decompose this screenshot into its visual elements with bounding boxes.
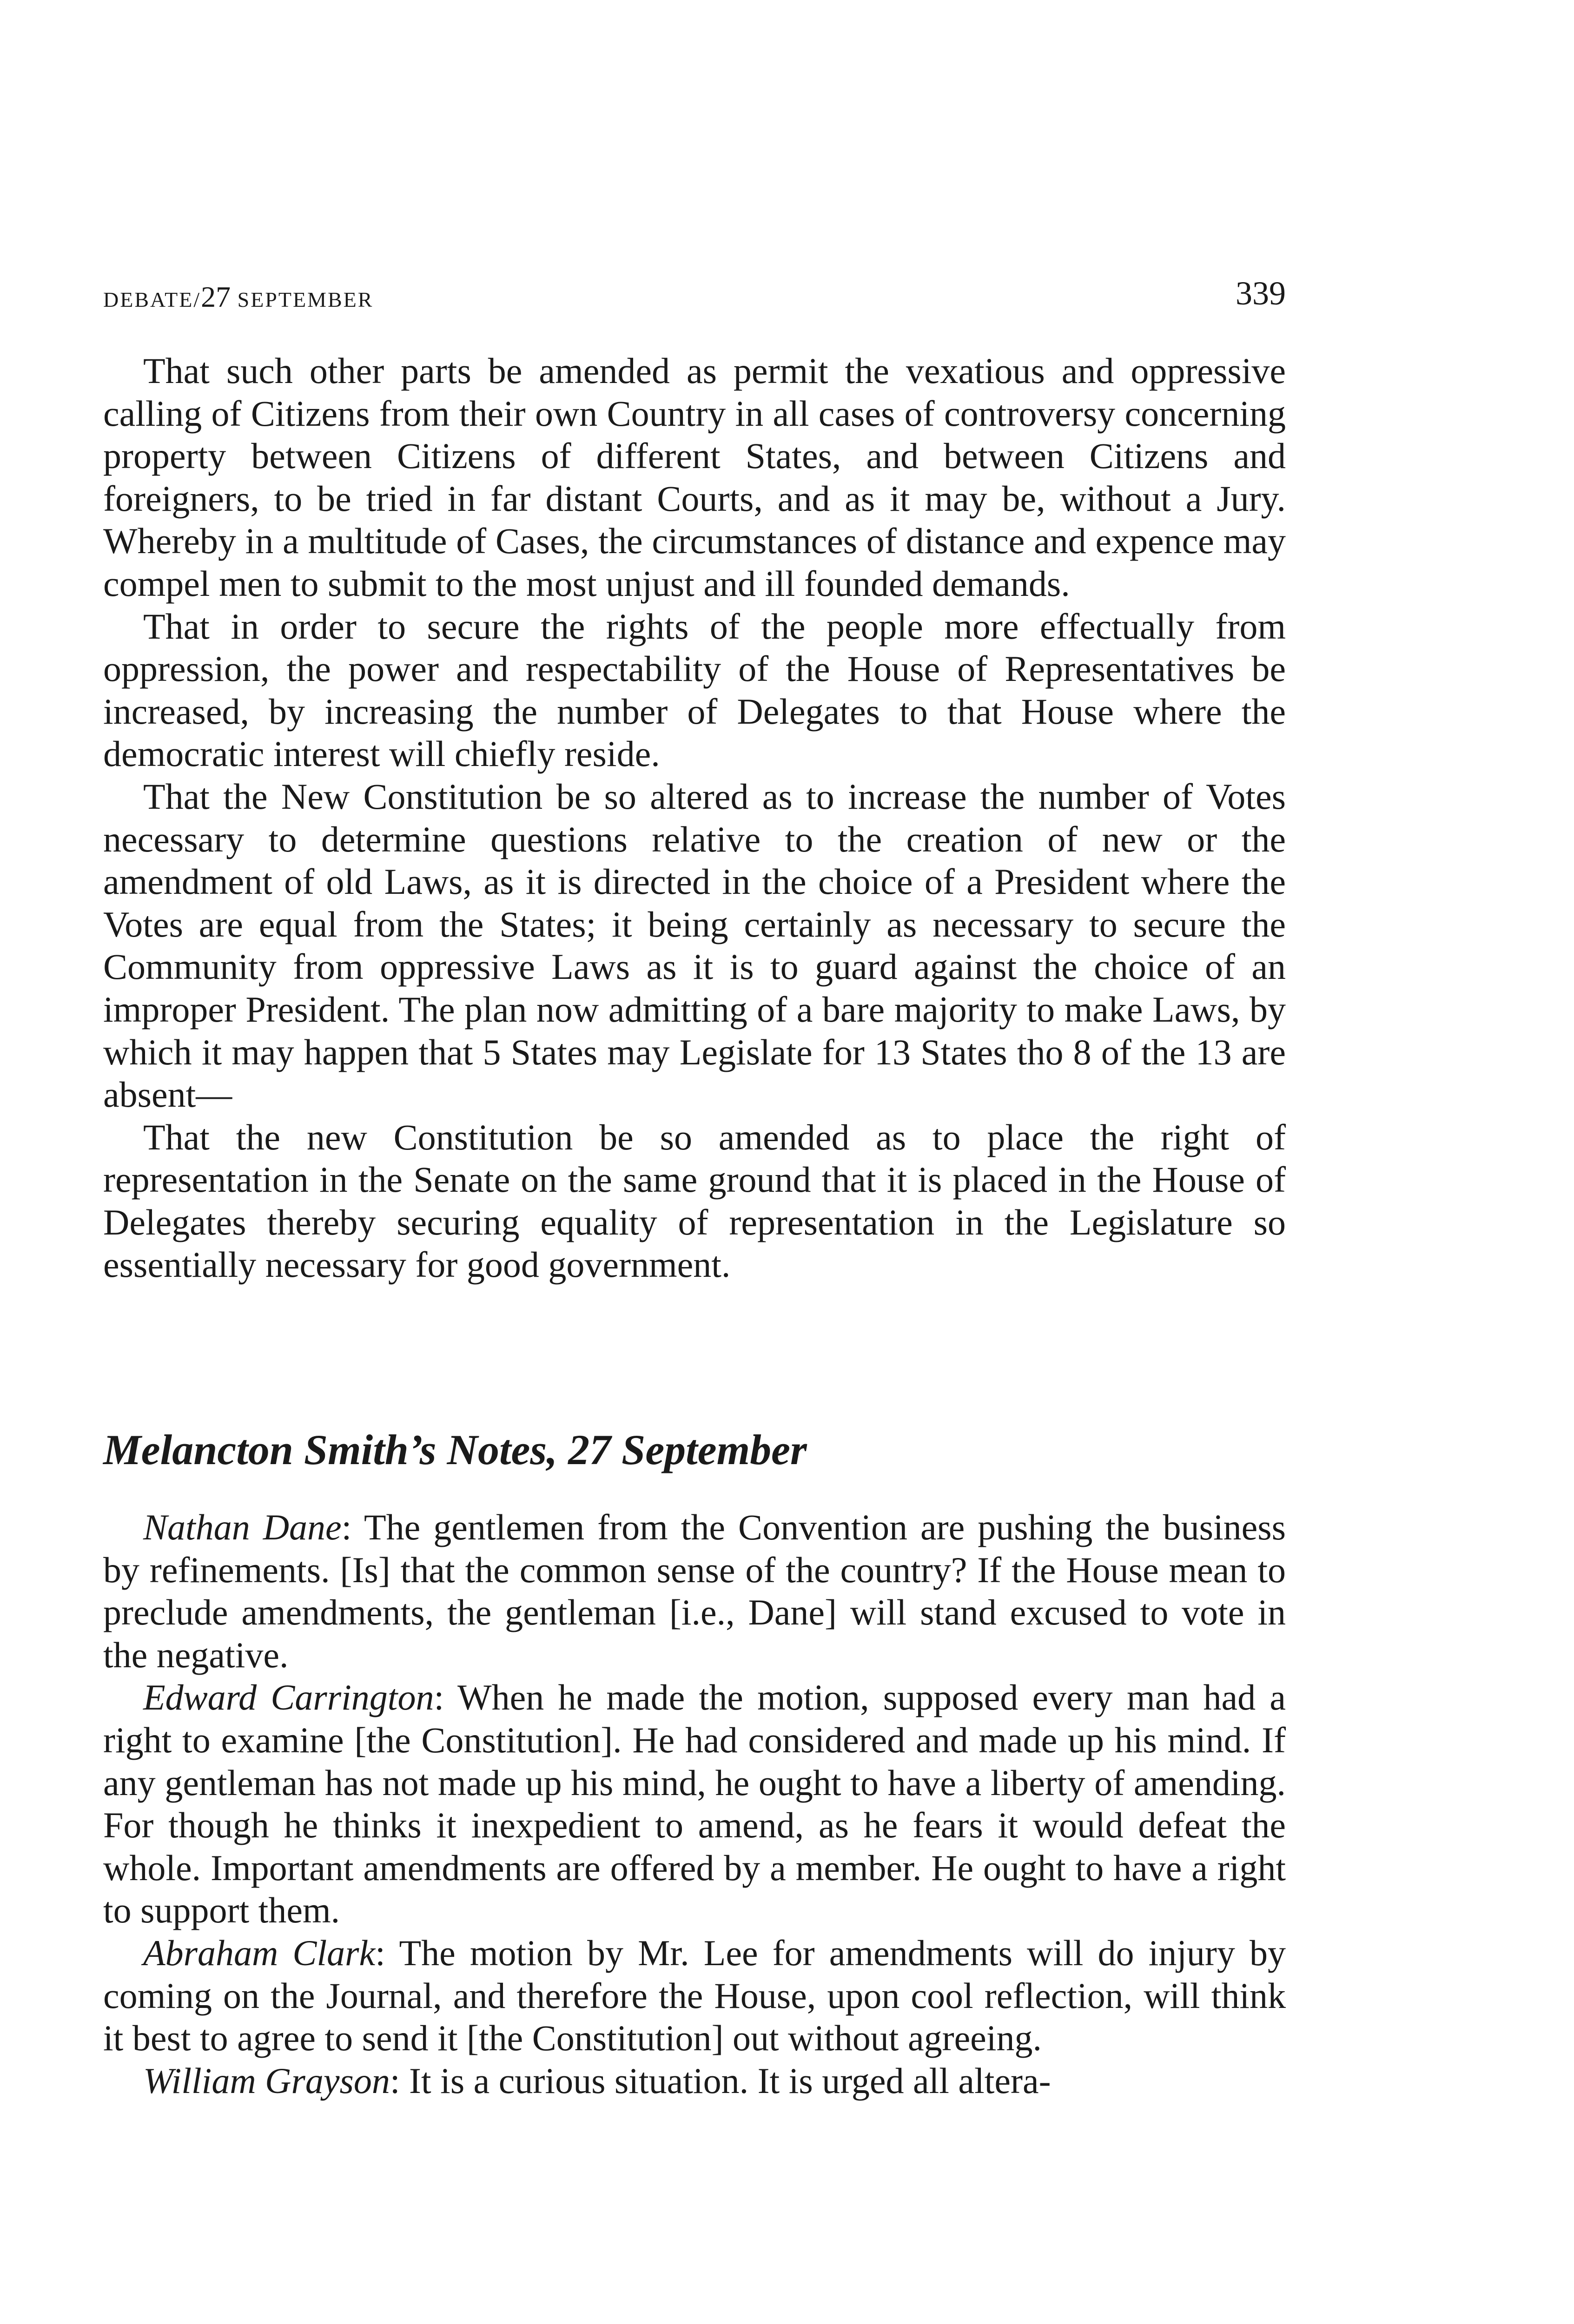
note-text: When he made the motion, supposed every man had a right to examine [the Constitution]. He had considered and made up his mind. If any gentleman has not made up his mind, he ought to have a liberty of amending. For though he thinks it inexpedient to amend, as he fears it would defeat the whole. Important amendments are offered by a member. He ought to have a right to support them. — [103, 1677, 1286, 1931]
speaker-separator: : — [434, 1677, 457, 1718]
page-number: 339 — [1236, 275, 1286, 312]
speaker-name: William Grayson — [143, 2060, 390, 2101]
speaker-separator: : — [341, 1507, 364, 1547]
note-text: It is a curious situation. It is urged all altera- — [409, 2060, 1051, 2101]
running-title — [103, 280, 373, 314]
paragraph: That the New Constitution be so altered as to increase the number of Votes necessary to determine questions relative to the creation of new or the amendment of old Laws, as it is directed in the choice of a President where the Votes are equal from the States; it being certainly as necessary to secure the Community from oppressive Laws as it is to guard against the choice of an improper President. The plan now admitting of a bare majority to make Laws, by which it may happen that 5 States may Legislate for 13 States tho 8 of the 13 are absent— — [103, 776, 1286, 1115]
note-entry — [103, 1932, 1286, 2060]
paragraph: That in order to secure the rights of the people more effectually from oppression, the power and respectability of the House of Representatives be increased, by increasing the number of Delegates to that House where the democratic interest will chiefly reside. — [103, 606, 1286, 774]
note-entry — [103, 1676, 1286, 1932]
note-text: The gentlemen from the Convention are pushing the business by refinements. [Is] that the common sense of the country? If the House mean to preclude amendments, the gentleman [i.e., Dane] will stand excused to vote in the negative. — [103, 1507, 1286, 1675]
running-title-label: DEBATE/ — [103, 288, 201, 311]
running-date-number: 27 — [201, 280, 231, 313]
paragraph: That the new Constitution be so amended as to place the right of representation in the Senate on the same ground that it is placed in the House of Delegates thereby securing equality of representation in the Legislature so essentially necessary for good government. — [103, 1116, 1286, 1285]
body-text — [103, 350, 1286, 1286]
running-head — [103, 274, 1286, 316]
note-text: The motion by Mr. Lee for amendments will do injury by coming on the Journal, and therefore the House, upon cool reflection, will think it best to agree to send it [the Constitution] out without agreeing. — [103, 1932, 1286, 2059]
speaker-name: Abraham Clark — [143, 1932, 376, 1973]
paragraph: That such other parts be amended as permit the vexatious and oppressive calling of Citizens from their own Country in all cases of controversy concerning property between Citizens of different States, and between Citizens and foreigners, to be tried in far distant Courts, and as it may be, without a Jury. Whereby in a multitude of Cases, the circumstances of distance and expence may compel men to submit to the most unjust and ill founded demands. — [103, 350, 1286, 604]
speaker-separator: : — [375, 1932, 399, 1973]
notes-section — [103, 1506, 1286, 2102]
running-month: SEPTEMBER — [231, 288, 374, 311]
note-entry — [103, 1506, 1286, 1676]
speaker-name: Nathan Dane — [143, 1507, 342, 1547]
note-entry — [103, 2060, 1286, 2102]
speaker-name: Edward Carrington — [143, 1677, 434, 1718]
speaker-separator: : — [390, 2060, 410, 2101]
section-heading: Melancton Smith’s Notes, 27 September — [103, 1426, 807, 1473]
